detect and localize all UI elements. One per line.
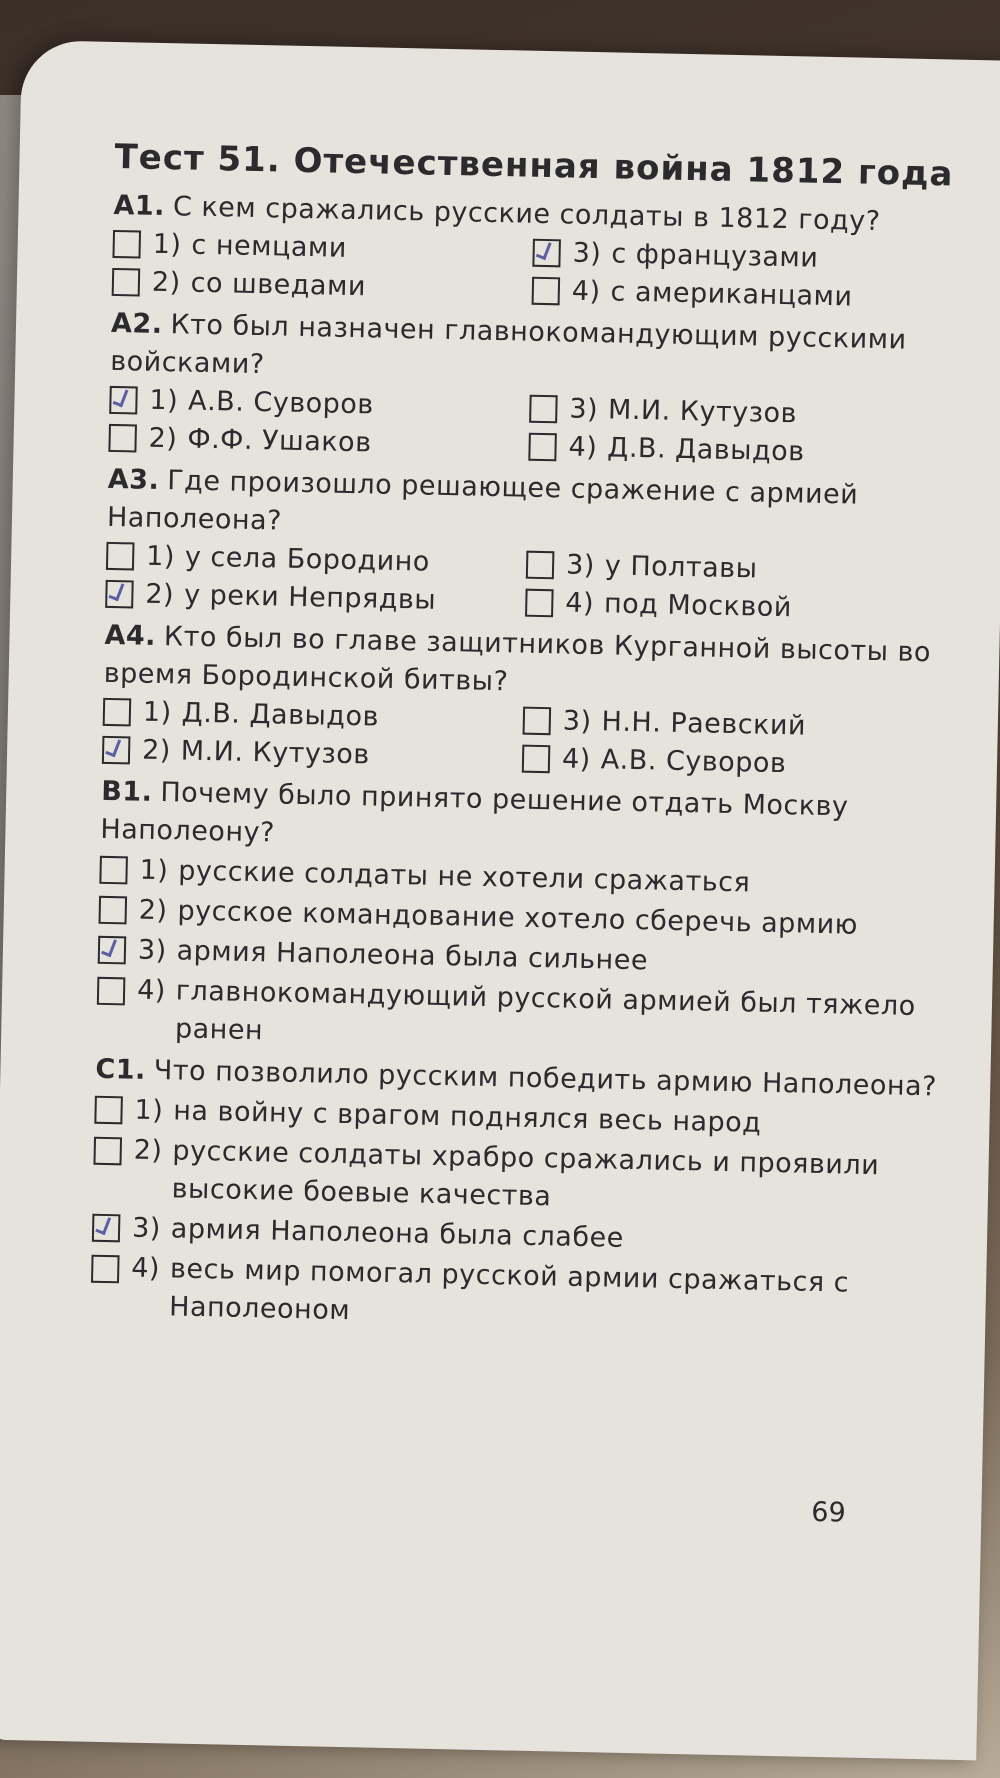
- question-id: А1.: [113, 189, 166, 223]
- option-number: 3): [569, 393, 599, 426]
- option-text: А.В. Суворов: [187, 385, 375, 421]
- checkbox-checked[interactable]: [102, 736, 131, 765]
- option[interactable]: [90, 1249, 951, 1343]
- option-text: армия Наполеона была слабее: [170, 1213, 625, 1254]
- question-body: Где произошло решающее сражение с армией Наполеона?: [106, 465, 859, 537]
- question-id: А4.: [104, 619, 157, 652]
- option-number: 4): [568, 431, 598, 464]
- checkbox[interactable]: [94, 1096, 123, 1125]
- option-text: Д.В. Давыдов: [606, 432, 805, 468]
- option-number: 1): [142, 696, 172, 729]
- option-number: 2): [138, 894, 168, 927]
- option-text: Ф.Ф. Ушаков: [187, 423, 372, 459]
- option-text: у села Бородино: [184, 541, 431, 578]
- option[interactable]: [522, 740, 943, 787]
- option-text: М.И. Кутузов: [607, 394, 798, 430]
- option-number: 1): [149, 384, 179, 417]
- option[interactable]: [96, 971, 957, 1065]
- option-number: 4): [565, 587, 595, 620]
- option-text: у Полтавы: [604, 550, 758, 585]
- option[interactable]: [108, 419, 529, 466]
- checkbox[interactable]: [522, 745, 551, 774]
- question-id: А2.: [110, 307, 163, 341]
- question-id: С1.: [95, 1053, 147, 1086]
- page-number: 69: [811, 1496, 847, 1529]
- checkbox[interactable]: [525, 589, 554, 618]
- checkbox-checked[interactable]: [109, 386, 138, 415]
- option-number: 3): [565, 549, 596, 582]
- option-number: 4): [130, 1252, 161, 1285]
- option-number: 3): [137, 934, 168, 967]
- checkbox[interactable]: [99, 856, 128, 885]
- option-number: 1): [152, 228, 182, 261]
- option-text: главнокомандующий русской армией был тяжело ранен: [174, 975, 917, 1047]
- question-body: С кем сражались русские солдаты в 1812 году?: [172, 191, 881, 238]
- option-text: с французами: [611, 238, 819, 274]
- option-number: 4): [136, 974, 167, 1007]
- question-body: Почему было принято решение отдать Москву Наполеону?: [100, 777, 849, 849]
- checkbox[interactable]: [106, 542, 135, 571]
- option-number: 2): [133, 1134, 163, 1167]
- option-text: весь мир помогал русской армии сражаться с Наполеоном: [168, 1253, 850, 1327]
- question-body: Что позволило русским победить армию Наполеона?: [153, 1054, 938, 1103]
- option[interactable]: [525, 584, 946, 631]
- checkbox[interactable]: [526, 551, 555, 580]
- checkbox[interactable]: [99, 896, 128, 925]
- option-number: 3): [131, 1212, 162, 1245]
- option-number: 1): [134, 1094, 164, 1127]
- question-a4: [102, 617, 965, 787]
- checkbox[interactable]: [108, 424, 137, 453]
- option[interactable]: [102, 731, 523, 778]
- option-text: русское командование хотело сберечь армию: [177, 895, 859, 941]
- checkbox-checked[interactable]: [98, 936, 127, 965]
- question-b1: [96, 773, 962, 1065]
- question-body: Кто был во главе защитников Курганной высоты во время Бородинской битвы?: [103, 621, 932, 698]
- option-text: М.И. Кутузов: [180, 735, 371, 771]
- checkbox[interactable]: [532, 277, 561, 306]
- book-page: [0, 40, 1000, 1760]
- option-number: 2): [141, 734, 172, 767]
- option-number: 1): [145, 540, 176, 573]
- option-text: А.В. Суворов: [600, 744, 787, 780]
- checkbox[interactable]: [97, 977, 126, 1006]
- checkbox-checked[interactable]: [92, 1214, 121, 1243]
- option-number: 1): [139, 854, 169, 887]
- option[interactable]: [528, 428, 949, 475]
- checkbox[interactable]: [528, 433, 557, 462]
- option-text: у реки Непрядвы: [183, 579, 437, 616]
- option-number: 2): [148, 422, 178, 455]
- option-number: 2): [151, 266, 181, 299]
- option-text: Н.Н. Раевский: [601, 706, 807, 742]
- option[interactable]: [105, 575, 526, 622]
- option-text: Д.В. Давыдов: [181, 697, 380, 733]
- option-text: на войну с врагом поднялся весь народ: [173, 1095, 762, 1139]
- option-number: 4): [561, 743, 592, 776]
- checkbox[interactable]: [112, 268, 141, 297]
- option-number: 4): [571, 275, 601, 308]
- test-title: Тест 51. Отечественная война 1812 года: [114, 136, 954, 195]
- question-a2: [108, 305, 971, 475]
- page-content: [90, 137, 975, 1343]
- option-text: со шведами: [190, 267, 367, 303]
- checkbox[interactable]: [523, 707, 552, 736]
- option-text: русские солдаты не хотели сражаться: [178, 855, 751, 899]
- question-id: В1.: [100, 775, 153, 808]
- checkbox[interactable]: [93, 1137, 122, 1166]
- question-a1: [112, 187, 974, 319]
- checkbox[interactable]: [91, 1255, 120, 1284]
- question-a3: [105, 461, 968, 631]
- question-body: Кто был назначен главнокомандующим русскими войсками?: [109, 309, 907, 381]
- option-number: 3): [562, 705, 592, 738]
- question-id: А3.: [107, 463, 160, 496]
- option-number: 3): [572, 237, 602, 270]
- option-number: 2): [145, 578, 175, 611]
- option-text: армия Наполеона была сильнее: [176, 935, 649, 977]
- checkbox-checked[interactable]: [532, 239, 561, 268]
- option-text: под Москвой: [603, 588, 793, 624]
- checkbox[interactable]: [529, 395, 558, 424]
- option[interactable]: [112, 263, 533, 310]
- option-text: с немцами: [191, 229, 348, 264]
- checkbox[interactable]: [103, 698, 132, 727]
- option-text: с американцами: [610, 276, 853, 313]
- question-c1: [90, 1051, 956, 1343]
- option-text: русские солдаты храбро сражались и проявили высокие боевые качества: [171, 1135, 880, 1213]
- option[interactable]: [531, 272, 952, 319]
- checkbox-checked[interactable]: [105, 580, 134, 609]
- checkbox[interactable]: [112, 230, 141, 259]
